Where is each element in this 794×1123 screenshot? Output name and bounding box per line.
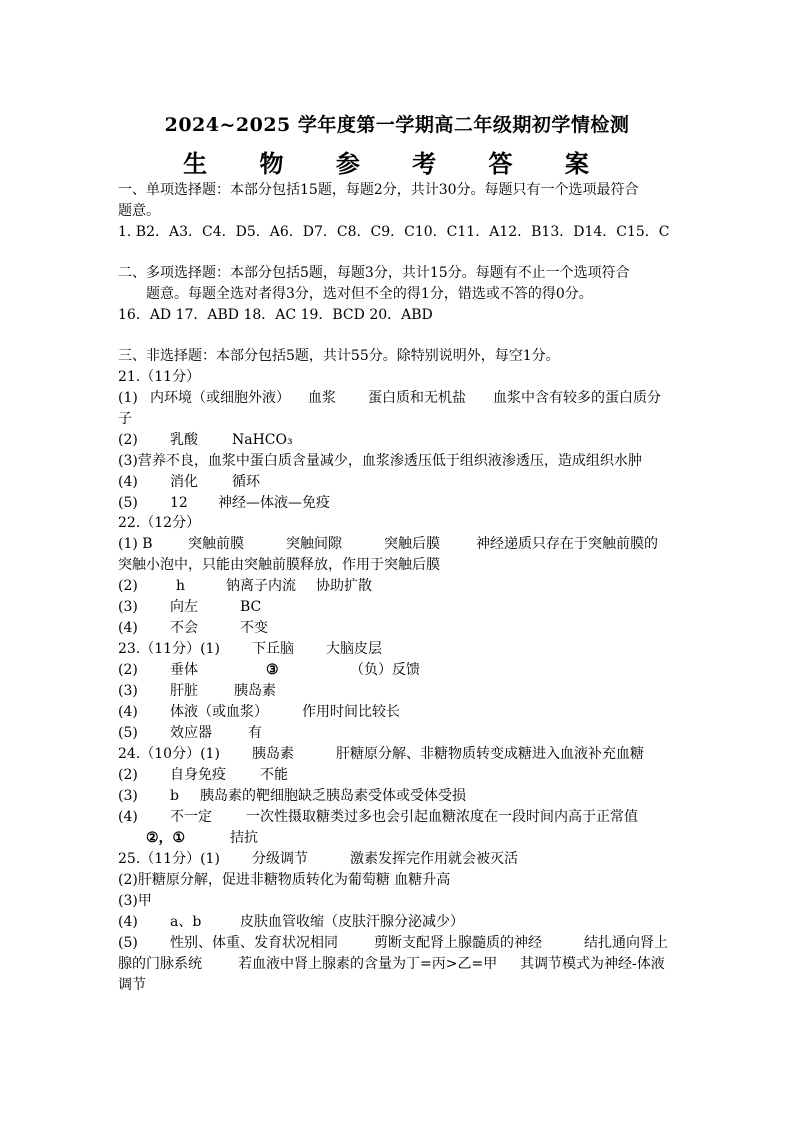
q21-answer-4 xyxy=(118,473,260,491)
q23-2-a: 垂体 xyxy=(170,662,198,678)
q24-2-a: 自身免疫 xyxy=(170,767,226,783)
q23-answer-4 xyxy=(118,703,400,721)
q22-1-c: 突触后膜 xyxy=(384,536,440,552)
q22-1-b: 突触间隙 xyxy=(286,536,342,552)
q25-answer-5 xyxy=(118,934,668,952)
q21-1-c: 蛋白质和无机盐 xyxy=(368,390,466,406)
q24-answer-4 xyxy=(118,808,638,826)
q25-answer-5-cont2: 调节 xyxy=(118,977,146,993)
q24-3-num: (3) xyxy=(118,788,138,804)
q25-answer-4 xyxy=(118,913,464,931)
q22-1-a: 突触前膜 xyxy=(188,536,244,552)
q23-2-num: (2) xyxy=(118,662,138,678)
q22-2-a: h xyxy=(176,578,186,594)
q24-1-b: 肝糖原分解、非糖物质转变成糖进入血液补充血糖 xyxy=(336,746,644,762)
q21-2-b: NaHCO₃ xyxy=(232,432,293,448)
q21-5-num: (5) xyxy=(118,495,138,511)
q25-5-e: 若血液中肾上腺素的含量为丁=丙>乙=甲 xyxy=(238,956,498,972)
q25-answer-3: (3)甲 xyxy=(118,893,152,909)
q24-3-b: 胰岛素的靶细胞缺乏胰岛素受体或受体受损 xyxy=(200,788,466,804)
q22-1-d: 神经递质只存在于突触前膜的 xyxy=(476,536,658,552)
q25-4-num: (4) xyxy=(118,914,138,930)
q25-5-c: 结扎通向肾上 xyxy=(584,935,668,951)
section1-answers: 1. B2．A3．C4．D5．A6．D7．C8．C9．C10．C11．A12．B13．D14．C15．C xyxy=(118,224,670,240)
q24-1-a: 胰岛素 xyxy=(252,746,294,762)
section1-heading: 一、单项选择题：本部分包括15题，每题2分，共计30分。每题只有一个选项最符合 xyxy=(118,182,639,198)
q21-2-a: 乳酸 xyxy=(170,432,198,448)
q21-1-b: 血浆 xyxy=(308,390,336,406)
q23-answer-2 xyxy=(118,661,420,679)
q22-answer-1 xyxy=(118,535,658,553)
q22-3-b: BC xyxy=(240,599,262,615)
q25-1-num: 25.（11分）(1) xyxy=(118,851,220,867)
q22-4-a: 不会 xyxy=(170,620,198,636)
q21-answer-1 xyxy=(118,389,661,407)
q24-1-num: 24.（10分）(1) xyxy=(118,746,220,762)
q23-heading xyxy=(118,640,382,658)
q24-3-a: b xyxy=(170,788,179,804)
section2-answers: 16．AD 17．ABD 18．AC 19．BCD 20．ABD xyxy=(118,307,433,323)
q24-answer-4-cont xyxy=(146,829,258,847)
q25-1-b: 激素发挥完作用就会被灭活 xyxy=(350,851,518,867)
q21-answer-3: (3)营养不良，血浆中蛋白质含量减少，血浆渗透压低于组织液渗透压，造成组织水肿 xyxy=(118,453,642,469)
page-subtitle: 生 物 参 考 答 案 xyxy=(183,149,611,178)
q22-2-num: (2) xyxy=(118,578,138,594)
q23-1-num: 23.（11分）(1) xyxy=(118,641,220,657)
q23-3-num: (3) xyxy=(118,683,138,699)
q24-4-num: (4) xyxy=(118,809,138,825)
q24-4-d: 拮抗 xyxy=(230,830,258,846)
q23-2-b: ③ xyxy=(266,662,279,678)
q21-1-a: 内环境（或细胞外液） xyxy=(150,390,290,406)
q24-4-a: 不一定 xyxy=(170,809,212,825)
q22-2-c: 协助扩散 xyxy=(316,578,372,594)
section2-heading: 二、多项选择题：本部分包括5题，每题3分，共计15分。每题有不止一个选项符合 xyxy=(118,265,630,281)
q22-answer-4 xyxy=(118,619,268,637)
q25-5-num: (5) xyxy=(118,935,138,951)
q21-answer-1-cont: 子 xyxy=(118,411,132,427)
q22-4-num: (4) xyxy=(118,620,138,636)
q21-1-num: (1) xyxy=(118,390,138,406)
q21-answer-2 xyxy=(118,431,293,449)
q21-5-a: 12 xyxy=(170,495,188,511)
section2-heading-cont: 题意。每题全选对者得3分，选对但不全的得1分，错选或不答的得0分。 xyxy=(146,286,593,302)
q22-heading: 22.（12分） xyxy=(118,515,201,531)
q23-1-a: 下丘脑 xyxy=(252,641,294,657)
q25-1-a: 分级调节 xyxy=(252,851,308,867)
q22-2-b: 钠离子内流 xyxy=(226,578,296,594)
q24-4-b: 一次性摄取糖类过多也会引起血糖浓度在一段时间内高于正常值 xyxy=(246,809,638,825)
q22-answer-1-cont: 突触小泡中，只能由突触前膜释放，作用于突触后膜 xyxy=(118,557,440,573)
q24-2-num: (2) xyxy=(118,767,138,783)
q22-3-a: 向左 xyxy=(170,599,198,615)
q24-2-b: 不能 xyxy=(260,767,288,783)
q23-1-b: 大脑皮层 xyxy=(326,641,382,657)
q25-answer-5-cont xyxy=(118,955,665,973)
q23-5-num: (5) xyxy=(118,725,138,741)
q24-4-c: ②，① xyxy=(146,830,186,846)
q25-5-b: 剪断支配肾上腺髓质的神经 xyxy=(374,935,542,951)
q21-4-a: 消化 xyxy=(170,474,198,490)
q25-4-a: a、b xyxy=(170,914,202,930)
q22-answer-3 xyxy=(118,598,261,616)
q22-3-num: (3) xyxy=(118,599,138,615)
q25-5-a: 性别、体重、发育状况相同 xyxy=(170,935,338,951)
q25-4-b: 皮肤血管收缩（皮肤汗腺分泌减少） xyxy=(240,914,464,930)
q22-4-b: 不变 xyxy=(240,620,268,636)
q23-answer-3 xyxy=(118,682,276,700)
page-title: 2024~2025 学年度第一学期高二年级期初学情检测 xyxy=(164,114,630,136)
q23-3-a: 肝脏 xyxy=(170,683,198,699)
section1-heading-cont: 题意。 xyxy=(118,203,160,219)
q25-5-d: 腺的门脉系统 xyxy=(118,956,202,972)
q22-answer-2 xyxy=(118,577,372,595)
q23-4-b: 作用时间比较长 xyxy=(302,704,400,720)
q23-answer-5 xyxy=(118,724,262,742)
q21-5-b: 神经—体液—免疫 xyxy=(218,495,330,511)
q25-answer-2: (2)肝糖原分解，促进非糖物质转化为葡萄糖 血糖升高 xyxy=(118,872,451,888)
q23-5-b: 有 xyxy=(248,725,262,741)
q24-answer-2 xyxy=(118,766,288,784)
q21-heading: 21.（11分） xyxy=(118,369,201,385)
q24-heading xyxy=(118,745,644,763)
q23-3-b: 胰岛素 xyxy=(234,683,276,699)
q21-4-b: 循环 xyxy=(232,474,260,490)
q25-heading xyxy=(118,850,518,868)
q24-answer-3 xyxy=(118,787,466,805)
section3-heading: 三、非选择题：本部分包括5题，共计55分。除特别说明外，每空1分。 xyxy=(118,348,560,364)
q23-2-c: （负）反馈 xyxy=(350,662,420,678)
q23-4-num: (4) xyxy=(118,704,138,720)
q22-1-num: (1) B xyxy=(118,536,153,552)
q25-5-f: 其调节模式为神经-体液 xyxy=(520,956,665,972)
q23-5-a: 效应器 xyxy=(170,725,212,741)
q21-1-d: 血浆中含有较多的蛋白质分 xyxy=(493,390,661,406)
q21-answer-5 xyxy=(118,494,330,512)
q23-4-a: 体液（或血浆） xyxy=(170,704,268,720)
q21-2-num: (2) xyxy=(118,432,138,448)
q21-4-num: (4) xyxy=(118,474,138,490)
